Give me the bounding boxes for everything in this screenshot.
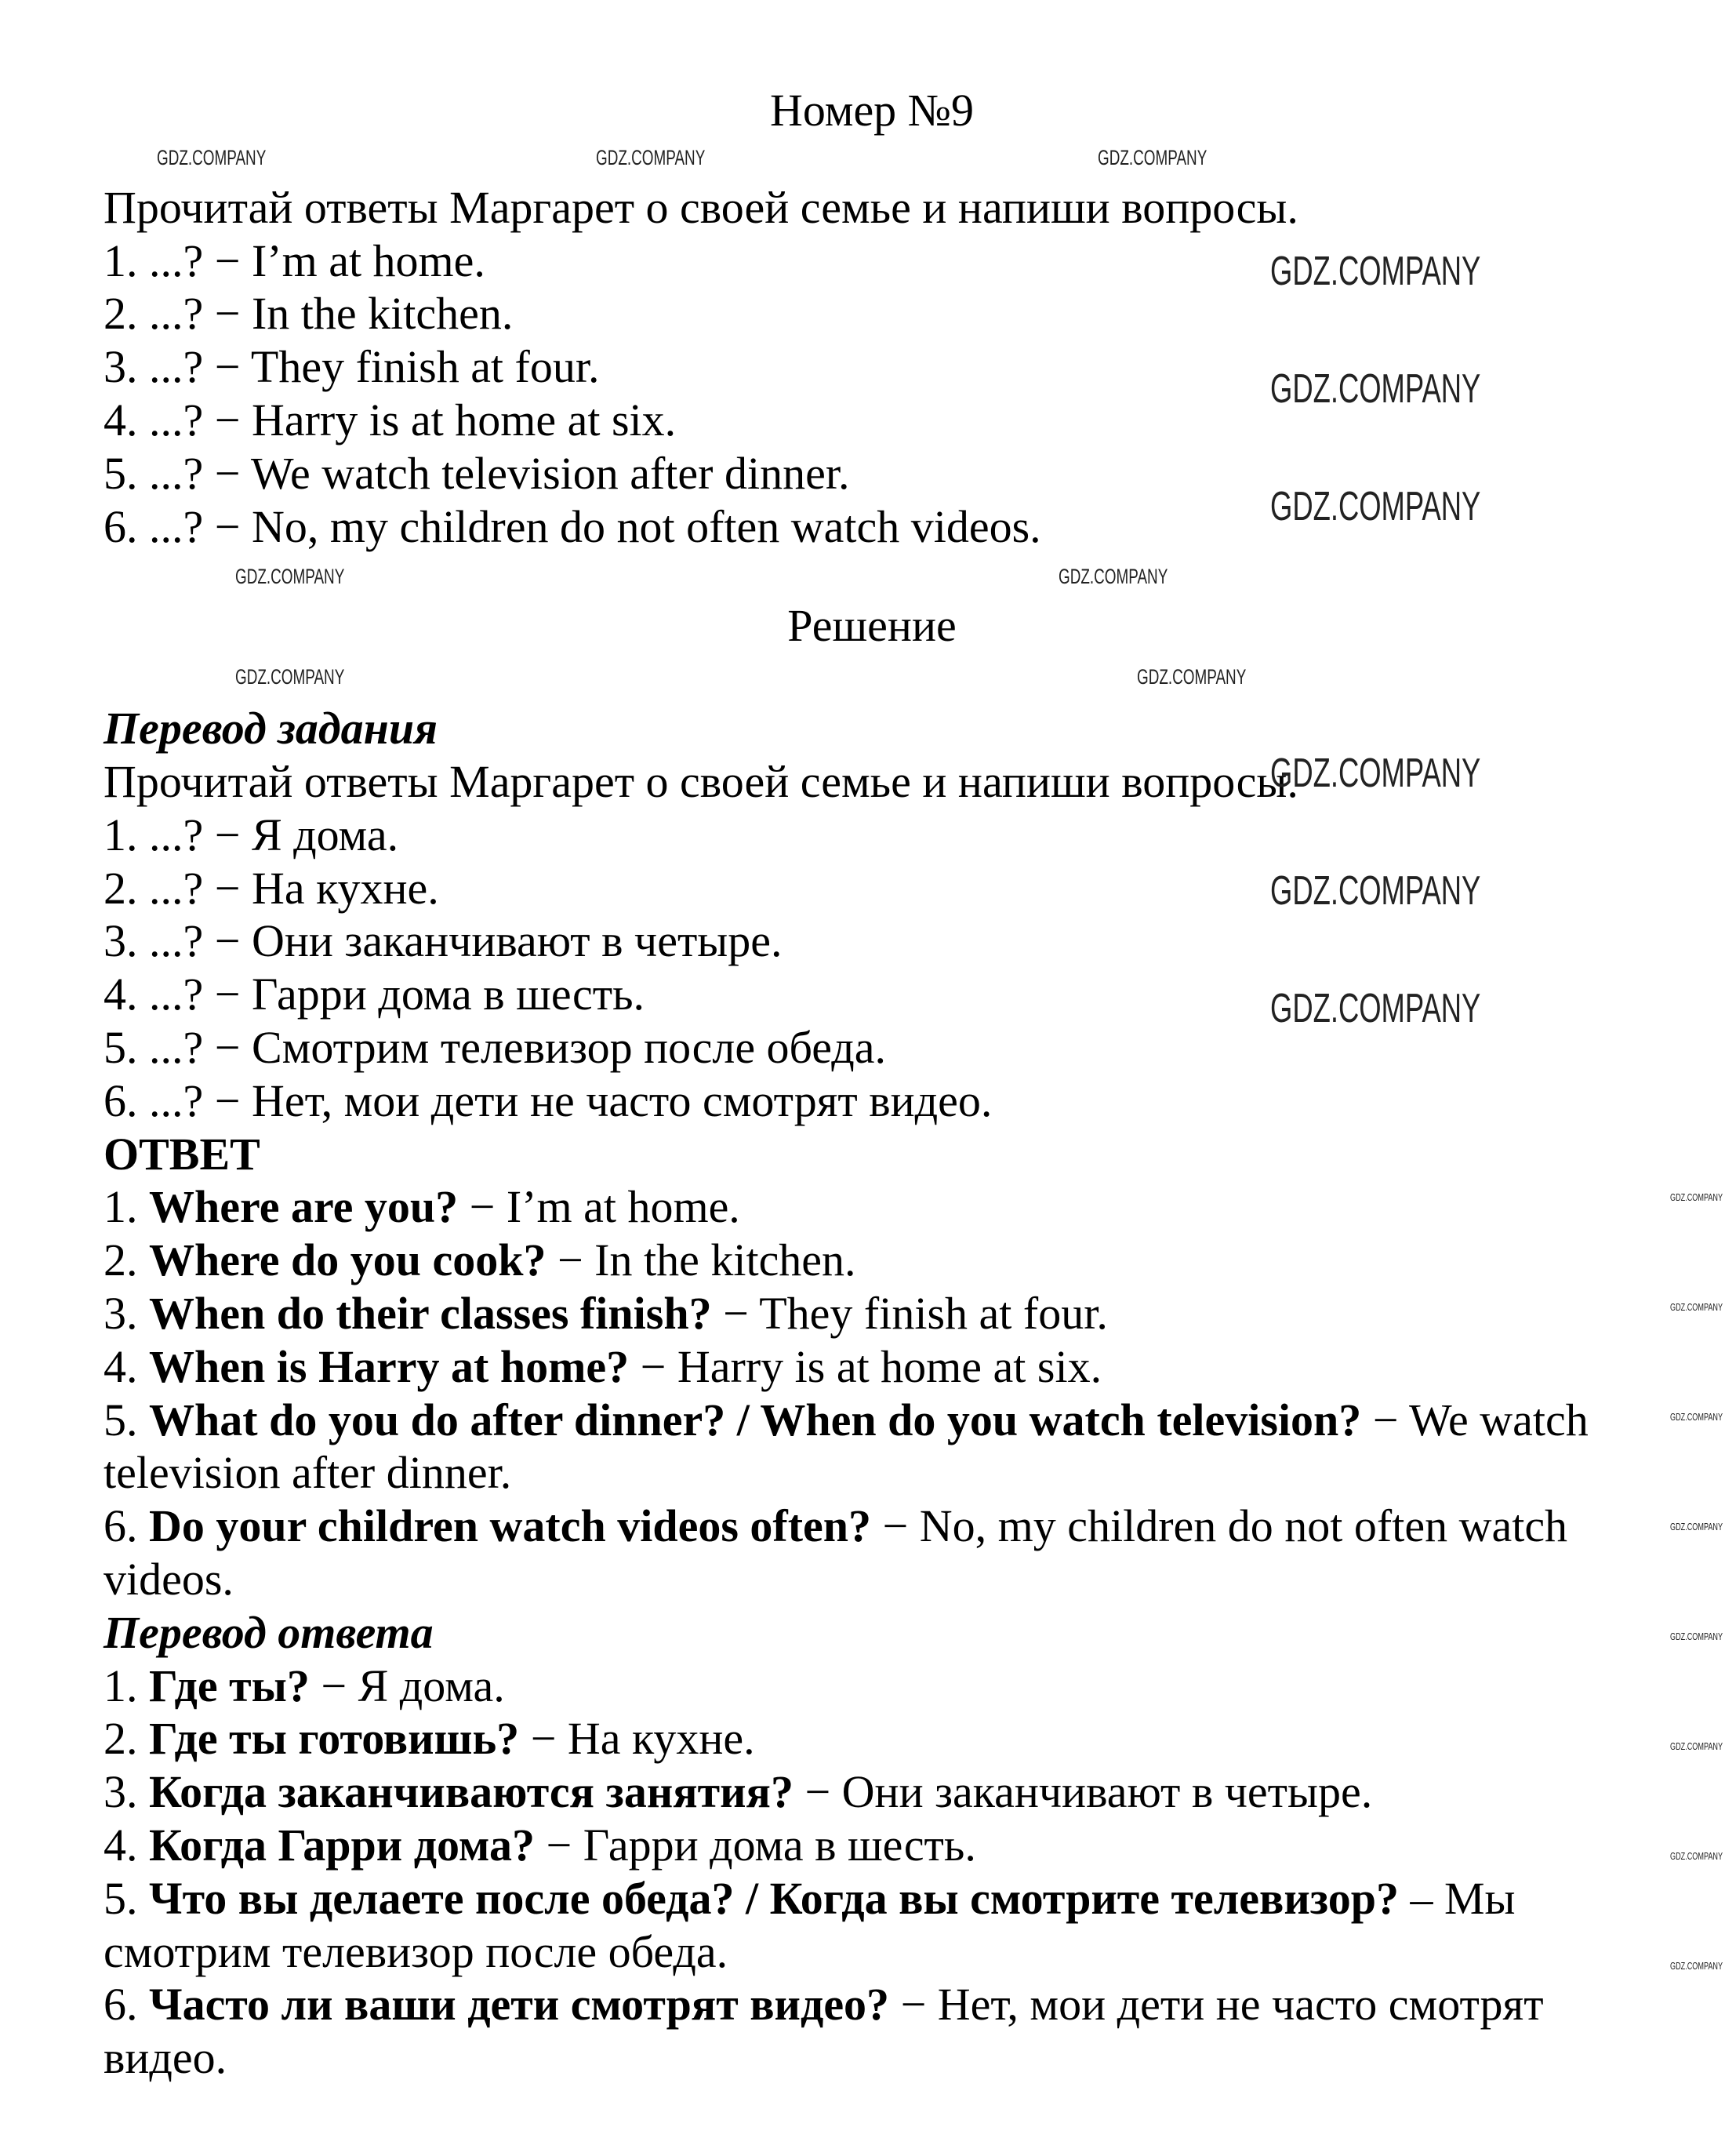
answer-item [104,1394,1632,1500]
translation-item: 5. ...? − Смотрим телевизор после обеда. [104,1021,887,1073]
question: Когда заканчиваются занятия? [149,1766,794,1818]
watermark: GDZ.COMPANY [1270,249,1481,294]
watermark: GDZ.COMPANY [1270,751,1481,796]
item-number: 5. [104,1872,149,1924]
task-translation-heading: Перевод задания [104,703,438,754]
task-item: 3. ...? − They finish at four. [104,341,600,393]
watermark: GDZ.COMPANY [1270,366,1481,412]
reply: − Harry is at home at six. [629,1340,1102,1392]
reply: − In the kitchen. [546,1234,856,1286]
reply: − We watch television after dinner. [104,1394,1589,1499]
item-number: 2. [104,1234,149,1286]
question: When is Harry at home? [149,1340,630,1392]
translation-item: 4. ...? − Гарри дома в шесть. [104,969,645,1020]
translation-item: 2. ...? − На кухне. [104,862,439,914]
answer-item [104,1180,1632,1234]
answer-list [104,1180,1632,1605]
question: Do your children watch videos often? [149,1500,872,1552]
answer-translation-item [104,1978,1632,2085]
question: Где ты? [149,1660,310,1711]
answer-heading: ОТВЕТ [104,1128,260,1180]
task-translation-list [104,809,1632,1128]
item-number: 1. [104,1181,149,1233]
item-number: 6. [104,1500,149,1552]
item-number: 1. [104,1660,149,1711]
watermark-tiny: GDZ.COMPANY [1670,1521,1723,1532]
answer-translation-item [104,1712,1632,1765]
watermark-small: GDZ.COMPANY [1059,565,1168,588]
watermark: GDZ.COMPANY [1270,484,1481,529]
question: When do their classes finish? [149,1287,712,1339]
task-instruction: Прочитай ответы Маргарет о своей семье и напиши вопросы. [104,181,1298,233]
answer-item [104,1340,1632,1394]
reply: − No, my children do not often watch videos. [104,1500,1568,1605]
question: Что вы делаете после обеда? / Когда вы смотрите телевизор? [149,1872,1399,1924]
question: Where are you? [149,1181,459,1233]
watermark: GDZ.COMPANY [1270,986,1481,1031]
answer-translation-item [104,1819,1632,1872]
reply: − I’m at home. [458,1181,740,1233]
task-list [104,235,1632,554]
answer-translation-item [104,1872,1632,1979]
task-item: 6. ...? − No, my children do not often watch videos. [104,500,1041,552]
watermark: GDZ.COMPANY [1270,868,1481,914]
watermark-tiny: GDZ.COMPANY [1670,1960,1723,1972]
item-number: 4. [104,1340,149,1392]
translation-item: 3. ...? − Они заканчивают в четыре. [104,915,783,967]
page-title: Номер №9 [769,85,975,136]
question: Where do you cook? [149,1234,547,1286]
reply: − They finish at four. [711,1287,1108,1339]
item-number: 6. [104,1979,149,2031]
task-item: 5. ...? − We watch television after dinner. [104,447,850,499]
translation-item: 1. ...? − Я дома. [104,809,399,860]
reply: − Нет, мои дети не часто смотрят видео. [104,1979,1544,2084]
answer-translation-heading: Перевод ответа [104,1606,434,1658]
watermark-small: GDZ.COMPANY [1098,146,1208,169]
answer-item [104,1500,1632,1606]
task-item: 4. ...? − Harry is at home at six. [104,394,677,445]
document [104,84,1632,2085]
watermark-tiny: GDZ.COMPANY [1670,1411,1723,1423]
watermark-tiny: GDZ.COMPANY [1670,1301,1723,1313]
question: Часто ли ваши дети смотрят видео? [149,1979,890,2031]
translation-item: 6. ...? − Нет, мои дети не часто смотрят видео. [104,1074,993,1126]
task-item: 2. ...? − In the kitchen. [104,288,514,340]
watermark-tiny: GDZ.COMPANY [1670,1631,1723,1642]
watermark-small: GDZ.COMPANY [596,146,706,169]
answer-item [104,1234,1632,1287]
question: What do you do after dinner? / When do you watch television? [149,1394,1362,1445]
reply: − На кухне. [519,1713,755,1765]
watermark-small: GDZ.COMPANY [235,565,345,588]
watermark-tiny: GDZ.COMPANY [1670,1850,1723,1862]
watermark-small: GDZ.COMPANY [157,146,267,169]
answer-item [104,1287,1632,1340]
watermark-small: GDZ.COMPANY [1137,665,1247,689]
solution-heading: Решение [787,600,957,652]
watermark-tiny: GDZ.COMPANY [1670,1191,1723,1203]
reply: − Гарри дома в шесть. [535,1819,976,1871]
task-item: 1. ...? − I’m at home. [104,235,485,286]
item-number: 2. [104,1713,149,1765]
item-number: 3. [104,1766,149,1818]
item-number: 3. [104,1287,149,1339]
watermark-small: GDZ.COMPANY [235,665,345,689]
watermark-tiny: GDZ.COMPANY [1670,1740,1723,1752]
reply: – Мы смотрим телевизор после обеда. [104,1872,1516,1977]
question: Когда Гарри дома? [149,1819,536,1871]
item-number: 4. [104,1819,149,1871]
reply: − Они заканчивают в четыре. [793,1766,1373,1818]
reply: − Я дома. [309,1660,505,1711]
question: Где ты готовишь? [149,1713,520,1765]
answer-translation-list [104,1660,1632,2085]
task-translation-instruction: Прочитай ответы Маргарет о своей семье и напиши вопросы. [104,755,1298,807]
item-number: 5. [104,1394,149,1445]
answer-translation-item [104,1765,1632,1819]
answer-translation-item [104,1660,1632,1713]
